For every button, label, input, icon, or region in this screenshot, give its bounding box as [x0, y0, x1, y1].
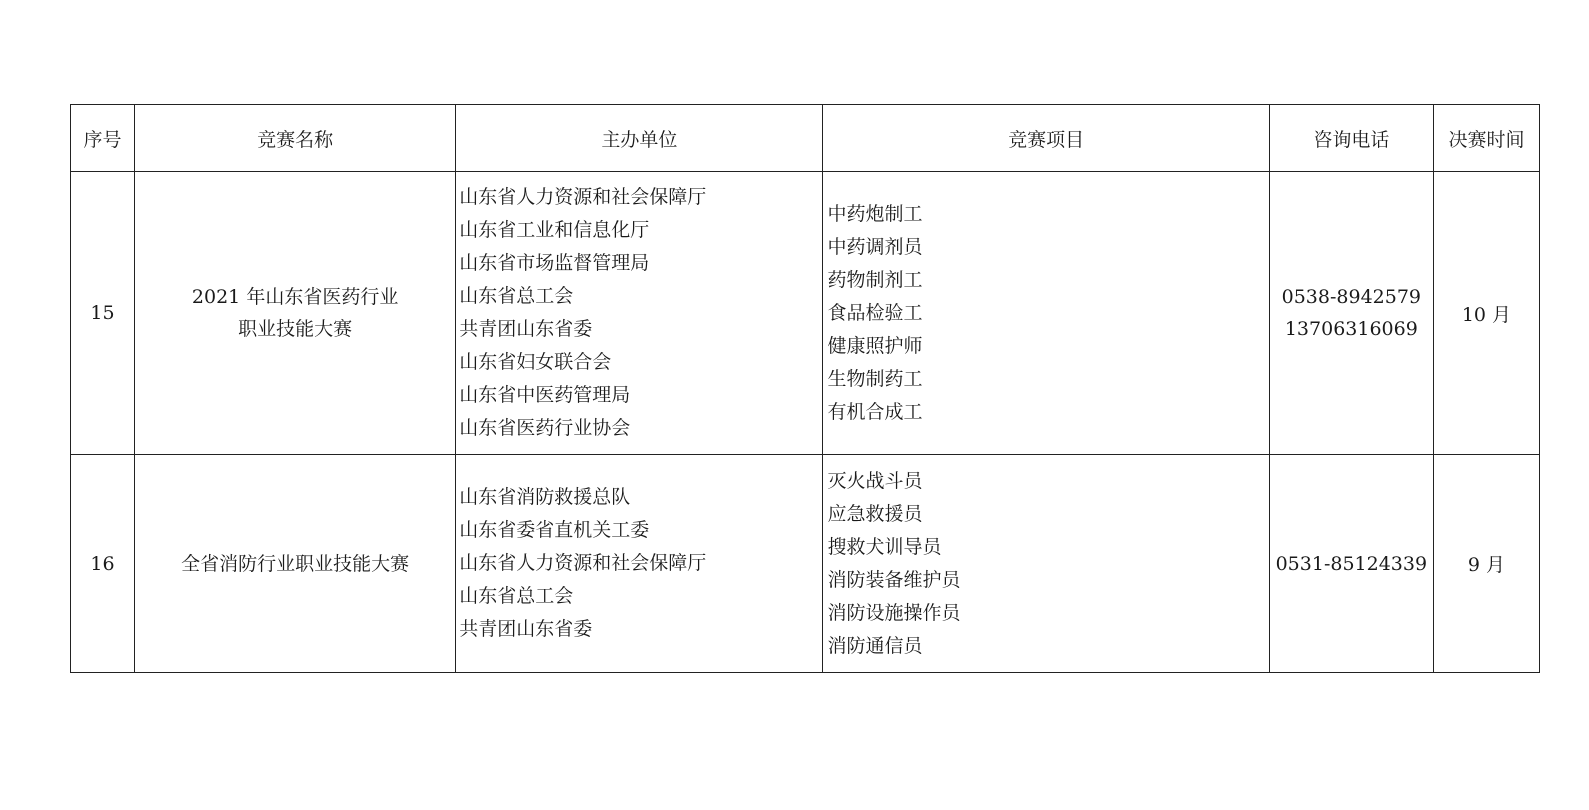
project-item: 消防设施操作员: [827, 601, 961, 624]
phone-number: 0538-8942579: [1281, 286, 1422, 308]
organizer-item: 山东省医药行业协会: [459, 417, 631, 439]
organizer-item: 山东省中医药管理局: [459, 384, 631, 406]
header-organizer: 主办单位: [456, 105, 823, 172]
cell-name: [135, 455, 456, 673]
cell-name: [135, 172, 456, 455]
organizer-item: 山东省妇女联合会: [459, 351, 612, 373]
project-item: 药物制剂工: [827, 268, 923, 291]
organizer-item: 山东省工业和信息化厅: [459, 219, 650, 241]
cell-organizers: [456, 172, 823, 455]
phone-number: 13706316069: [1284, 318, 1418, 340]
header-no: 序号: [71, 105, 135, 172]
header-projects: 竞赛项目: [823, 105, 1269, 172]
organizer-item: 山东省总工会: [459, 585, 574, 607]
cell-organizers: [456, 455, 823, 673]
project-item: 消防通信员: [827, 634, 923, 657]
phone-number: 0531-85124339: [1275, 552, 1428, 575]
organizer-item: 山东省总工会: [459, 285, 574, 307]
project-item: 有机合成工: [827, 400, 923, 423]
organizer-item: 山东省消防救援总队: [459, 486, 631, 508]
project-item: 食品检验工: [827, 301, 923, 324]
project-item: 生物制药工: [827, 367, 923, 390]
organizer-item: 山东省人力资源和社会保障厅: [459, 552, 707, 574]
project-item: 中药调剂员: [827, 235, 923, 258]
cell-no: 16: [71, 455, 135, 673]
organizer-item: 共青团山东省委: [459, 618, 593, 640]
cell-phone: [1269, 172, 1433, 455]
competition-table: [70, 104, 1540, 673]
organizer-item: 山东省人力资源和社会保障厅: [459, 186, 707, 208]
name-line: 全省消防行业职业技能大赛: [181, 552, 410, 575]
project-item: 健康照护师: [827, 334, 923, 357]
cell-final-time: 10 月: [1433, 172, 1539, 455]
name-line: 职业技能大赛: [238, 318, 353, 340]
organizer-item: 山东省委省直机关工委: [459, 519, 650, 541]
table-header-row: [71, 105, 1540, 172]
project-item: 灭火战斗员: [827, 469, 923, 492]
cell-final-time: 9 月: [1433, 455, 1539, 673]
organizer-item: 山东省市场监督管理局: [459, 252, 650, 274]
header-phone: 咨询电话: [1269, 105, 1433, 172]
name-line: 2021 年山东省医药行业: [191, 286, 399, 308]
project-item: 消防装备维护员: [827, 568, 961, 591]
table-row: [71, 172, 1540, 455]
cell-projects: [823, 455, 1269, 673]
project-item: 中药炮制工: [827, 202, 923, 225]
header-name: 竞赛名称: [135, 105, 456, 172]
project-item: 搜救犬训导员: [827, 535, 942, 558]
cell-no: 15: [71, 172, 135, 455]
cell-phone: [1269, 455, 1433, 673]
header-final-time: 决赛时间: [1433, 105, 1539, 172]
table-row: [71, 455, 1540, 673]
cell-projects: [823, 172, 1269, 455]
project-item: 应急救援员: [827, 502, 923, 525]
organizer-item: 共青团山东省委: [459, 318, 593, 340]
